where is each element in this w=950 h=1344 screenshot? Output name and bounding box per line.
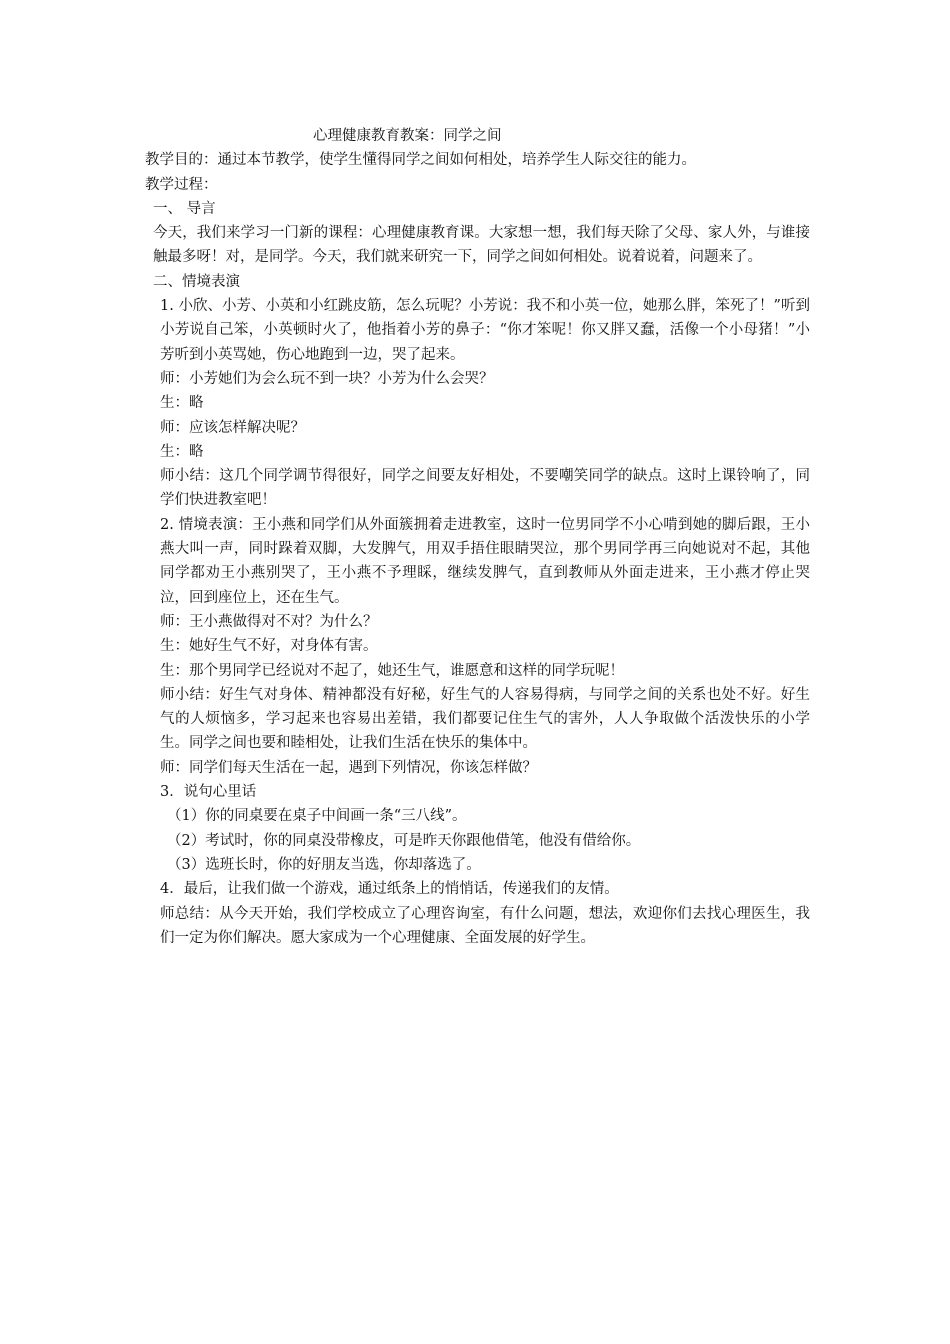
section-heart-talk-heading: 3．说句心里话 [160, 784, 257, 801]
scene-one-question-2: 师：应该怎样解决呢？ [160, 419, 305, 436]
section-roleplay-heading: 二、情境表演 [153, 273, 240, 290]
document-body [145, 124, 810, 950]
scene-two-prompt: 师：同学们每天生活在一起，遇到下列情况，你该怎样做？ [160, 759, 537, 776]
scene-two-question-1: 师：王小燕做得对不对？为什么？ [160, 613, 378, 630]
final-summary: 师总结：从今天开始，我们学校成立了心理咨询室，有什么问题，想法，欢迎你们去找心理医生，我们一定为你们解决。愿大家成为一个心理健康、全面发展的好学生。 [160, 905, 810, 946]
heart-talk-item-2: （2）考试时，你的同桌没带橡皮，可是昨天你跟他借笔，他没有借给你。 [167, 832, 641, 849]
section-introduction-text: 今天，我们来学习一门新的课程：心理健康教育课。大家想一想，我们每天除了父母、家人外，与谁接触最多呀！对，是同学。今天，我们就来研究一下，同学之间如何相处。说着说着，问题来了。 [153, 225, 810, 266]
heart-talk-item-3: （3）选班长时，你的好朋友当选，你却落选了。 [167, 856, 481, 873]
process-heading: 教学过程： [145, 176, 218, 193]
scene-one-text: 1. 小欣、小芳、小英和小红跳皮筋，怎么玩呢？小芳说：我不和小英一位，她那么胖，笨死了！”听到小芳说自己笨，小英顿时火了，他指着小芳的鼻子：“你才笨呢！你又胖又蠢，活像一个小母猪！”小芳听到小英骂她，伤心地跑到一边，哭了起来。 [160, 298, 810, 363]
scene-two-text: 2. 情境表演：王小燕和同学们从外面簇拥着走进教室，这时一位男同学不小心啃到她的脚后跟，王小燕大叫一声，同时跺着双脚，大发脾气，用双手捂住眼睛哭泣，那个男同学再三向她说对不起，其他同学都劝王小燕别哭了，王小燕不予理睬，继续发脾气，直到教师从外面走进来，王小燕才停止哭泣，回到座位上，还在生气。 [160, 516, 810, 606]
teaching-objective: 教学目的：通过本节教学，使学生懂得同学之间如何相处，培养学生人际交往的能力。 [145, 152, 696, 169]
scene-one-summary: 师小结：这几个同学调节得很好，同学之间要友好相处，不要嘲笑同学的缺点。这时上课铃响了，同学们快进教室吧！ [160, 468, 810, 509]
scene-one-answer-2: 生：略 [160, 443, 204, 460]
scene-two-summary: 师小结：好生气对身体、精神都没有好秘，好生气的人容易得病，与同学之间的关系也处不好。好生气的人烦恼多，学习起来也容易出差错，我们都要记住生气的害外，人人争取做个活泼快乐的小学生。同学之间也要和睦相处，让我们生活在快乐的集体中。 [160, 686, 810, 752]
section-introduction-heading: 一、 导言 [153, 200, 216, 217]
scene-one-question-1: 师：小芳她们为会么玩不到一块？小芳为什么会哭？ [160, 370, 494, 387]
document-title: 心理健康教育教案：同学之间 [313, 128, 502, 144]
scene-two-answer-1: 生：她好生气不好，对身体有害。 [160, 638, 378, 655]
heart-talk-item-1: （1）你的同桌要在桌子中间画一条“三八线”。 [167, 808, 467, 825]
scene-one-answer-1: 生：略 [160, 395, 204, 412]
scene-two-answer-2: 生：那个男同学已经说对不起了，她还生气，谁愿意和这样的同学玩呢！ [160, 662, 624, 679]
section-game-text: 4．最后，让我们做一个游戏，通过纸条上的悄悄话，传递我们的友情。 [160, 881, 619, 898]
